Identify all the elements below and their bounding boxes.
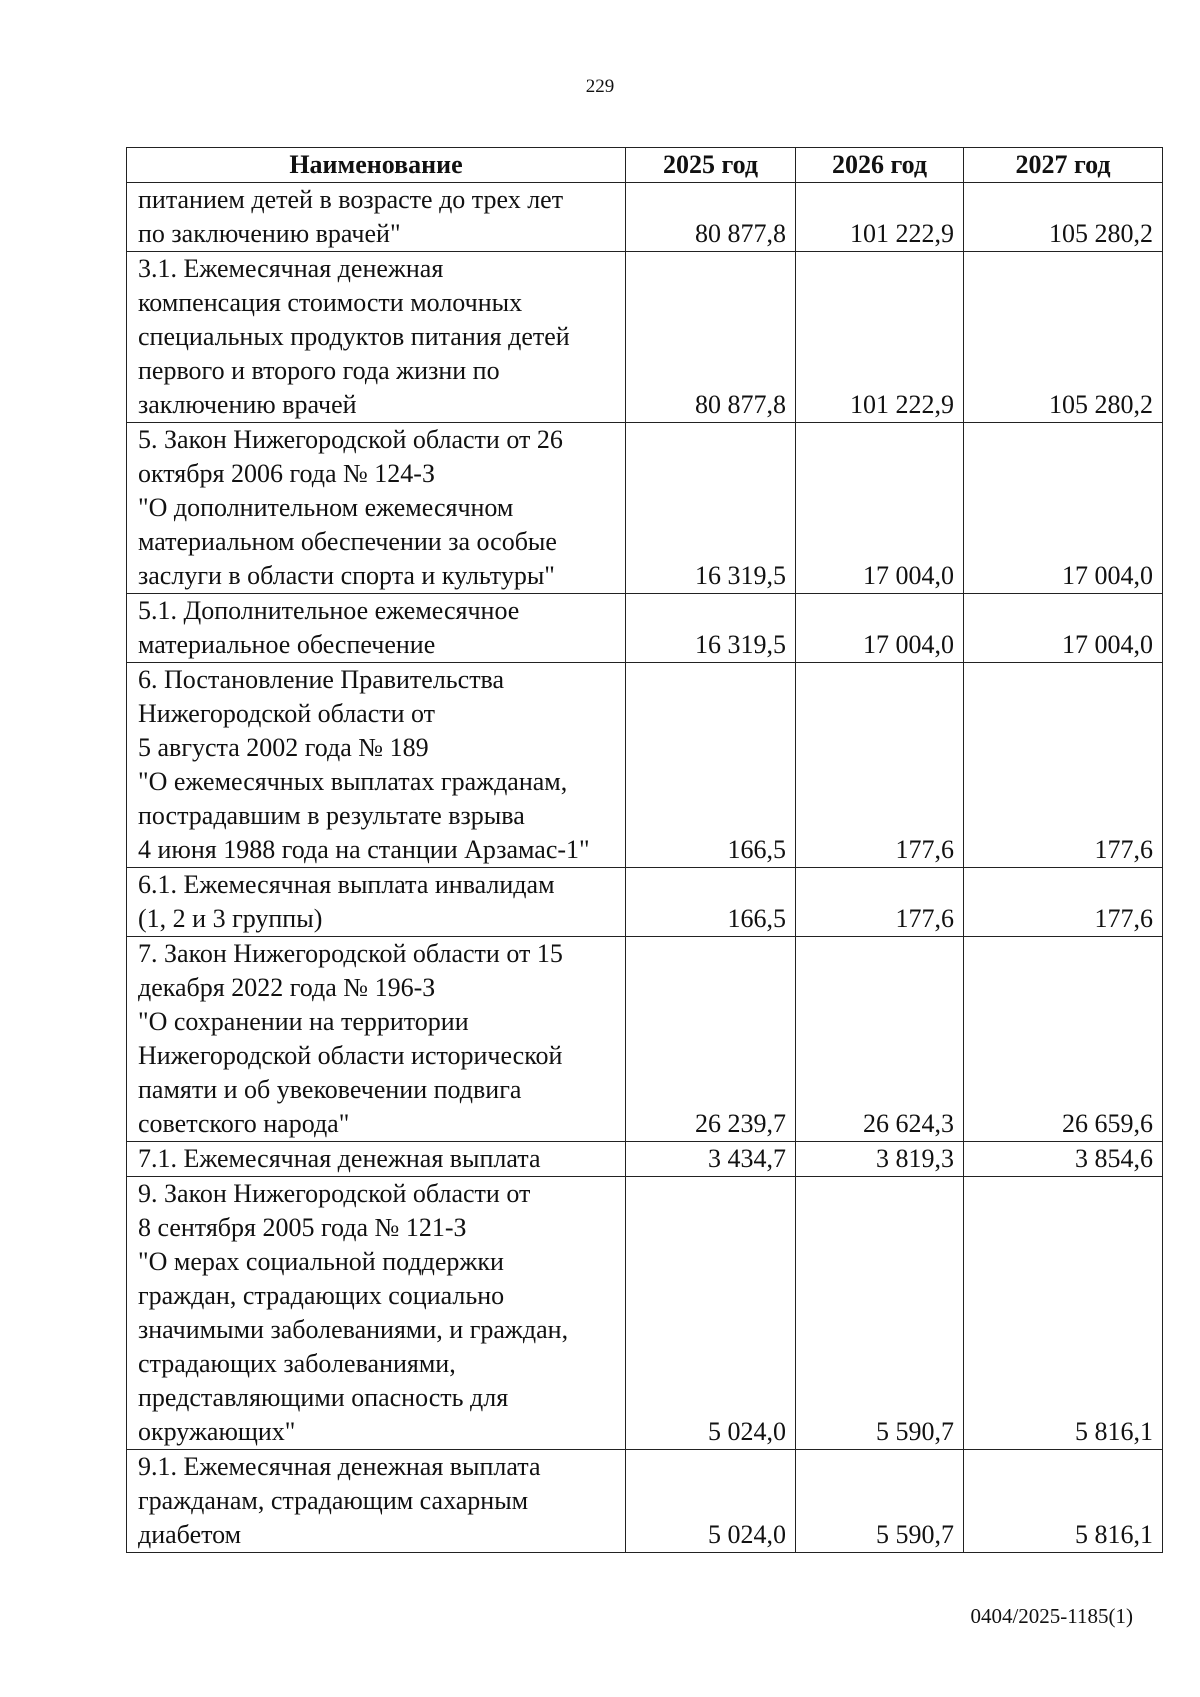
table-row xyxy=(127,252,1163,423)
value-2026: 17 004,0 xyxy=(796,594,964,663)
value-2025: 16 319,5 xyxy=(626,423,796,594)
row-name: 9. Закон Нижегородской области от 8 сентября 2005 года № 121-З "О мерах социальной поддержки граждан, страдающих социально значимыми заболеваниями, и граждан, страдающих заболеваниями, представляющими опасность для окружающих" xyxy=(127,1177,626,1450)
value-2026: 26 624,3 xyxy=(796,937,964,1142)
value-2027: 177,6 xyxy=(964,663,1163,868)
table-row xyxy=(127,868,1163,937)
row-name: 7. Закон Нижегородской области от 15 декабря 2022 года № 196-З "О сохранении на территории Нижегородской области исторической памяти и об увековечении подвига советского народа" xyxy=(127,937,626,1142)
value-2026: 101 222,9 xyxy=(796,183,964,252)
table-row xyxy=(127,594,1163,663)
header-2027: 2027 год xyxy=(964,148,1163,183)
header-name: Наименование xyxy=(127,148,626,183)
header-2026: 2026 год xyxy=(796,148,964,183)
value-2025: 26 239,7 xyxy=(626,937,796,1142)
value-2026: 3 819,3 xyxy=(796,1142,964,1177)
table-header-row xyxy=(127,148,1163,183)
value-2027: 26 659,6 xyxy=(964,937,1163,1142)
row-name: 5. Закон Нижегородской области от 26 октября 2006 года № 124-З "О дополнительном ежемесячном материальном обеспечении за особые заслуги в области спорта и культуры" xyxy=(127,423,626,594)
header-2025: 2025 год xyxy=(626,148,796,183)
table-row xyxy=(127,937,1163,1142)
table-row xyxy=(127,663,1163,868)
value-2026: 177,6 xyxy=(796,663,964,868)
value-2027: 17 004,0 xyxy=(964,423,1163,594)
value-2025: 5 024,0 xyxy=(626,1450,796,1553)
value-2025: 166,5 xyxy=(626,868,796,937)
value-2027: 3 854,6 xyxy=(964,1142,1163,1177)
value-2026: 177,6 xyxy=(796,868,964,937)
table-row xyxy=(127,423,1163,594)
row-name: 7.1. Ежемесячная денежная выплата xyxy=(127,1142,626,1177)
value-2026: 5 590,7 xyxy=(796,1177,964,1450)
value-2026: 101 222,9 xyxy=(796,252,964,423)
value-2027: 105 280,2 xyxy=(964,183,1163,252)
row-name: питанием детей в возрасте до трех лет по заключению врачей" xyxy=(127,183,626,252)
page-number: 229 xyxy=(585,76,615,97)
table-row xyxy=(127,1450,1163,1553)
value-2026: 5 590,7 xyxy=(796,1450,964,1553)
value-2027: 105 280,2 xyxy=(964,252,1163,423)
value-2027: 17 004,0 xyxy=(964,594,1163,663)
table-row xyxy=(127,1142,1163,1177)
value-2025: 5 024,0 xyxy=(626,1177,796,1450)
value-2025: 80 877,8 xyxy=(626,183,796,252)
value-2025: 80 877,8 xyxy=(626,252,796,423)
budget-table xyxy=(126,147,1163,1553)
value-2025: 16 319,5 xyxy=(626,594,796,663)
table-row xyxy=(127,183,1163,252)
row-name: 5.1. Дополнительное ежемесячное материальное обеспечение xyxy=(127,594,626,663)
value-2027: 5 816,1 xyxy=(964,1177,1163,1450)
row-name: 6.1. Ежемесячная выплата инвалидам (1, 2 и 3 группы) xyxy=(127,868,626,937)
value-2027: 5 816,1 xyxy=(964,1450,1163,1553)
table-row xyxy=(127,1177,1163,1450)
value-2025: 3 434,7 xyxy=(626,1142,796,1177)
row-name: 9.1. Ежемесячная денежная выплата гражданам, страдающим сахарным диабетом xyxy=(127,1450,626,1553)
value-2027: 177,6 xyxy=(964,868,1163,937)
value-2026: 17 004,0 xyxy=(796,423,964,594)
row-name: 6. Постановление Правительства Нижегородской области от 5 августа 2002 года № 189 "О ежемесячных выплатах гражданам, пострадавшим в результате взрыва 4 июня 1988 года на станции Арзамас-1" xyxy=(127,663,626,868)
row-name: 3.1. Ежемесячная денежная компенсация стоимости молочных специальных продуктов питания детей первого и второго года жизни по заключению врачей xyxy=(127,252,626,423)
document-code: 0404/2025-1185(1) xyxy=(970,1604,1133,1628)
value-2025: 166,5 xyxy=(626,663,796,868)
